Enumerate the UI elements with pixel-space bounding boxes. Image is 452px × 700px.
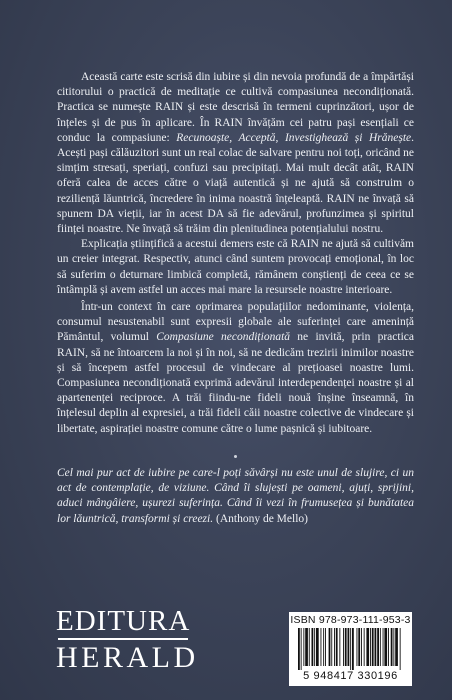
quote-block bbox=[57, 466, 414, 527]
barcode-digits: 5 948417 330196 bbox=[303, 670, 398, 682]
quote-text: Cel mai pur act de iubire pe care-l poți săvârși nu este unul de slujire, ci un act de contemplație, de viziune. Când îi slujești pe oameni, ajuți, sprijini, aduci mângâiere, ușurezi suferința. Când îi vezi în frumusețea și bunătatea lor lăuntrică, transformi și creezi. bbox=[57, 467, 414, 525]
barcode-bars bbox=[298, 628, 403, 670]
barcode-bar bbox=[370, 628, 371, 666]
separator-dot bbox=[234, 455, 237, 458]
blurb-paragraph-3 bbox=[57, 300, 414, 437]
blurb-text bbox=[57, 70, 414, 437]
barcode-bar bbox=[375, 628, 377, 666]
barcode-bar bbox=[377, 628, 379, 666]
barcode-label bbox=[289, 612, 412, 686]
barcode-bar bbox=[312, 628, 314, 666]
barcode-bar bbox=[388, 628, 389, 666]
barcode-bar bbox=[372, 628, 374, 666]
book-title-mention: Compasiune necondiționată bbox=[156, 331, 291, 344]
barcode-bar bbox=[357, 628, 358, 666]
blurb-p3-part-a: Într-un context în care oprimarea populațiilor nedominante, violența, consumul nesustenabil sunt expresii globale ale suferinței care amenință Pământul, volumul bbox=[57, 301, 414, 344]
barcode-bar bbox=[298, 628, 300, 670]
barcode-bar bbox=[384, 628, 387, 666]
quote-paragraph bbox=[57, 466, 414, 527]
barcode-bar bbox=[329, 628, 331, 666]
barcode-bar bbox=[350, 628, 351, 670]
publisher-logo-line-1: EDITURA bbox=[56, 605, 191, 637]
blurb-p1-part-b: . Acești pași călăuzitori sunt un real colac de salvare pentru noi toți, oricând ne simțim stresați, speriați, confuzi sau precipitați. Mai mult decât atât, RAIN oferă calea de acces către o viață autentică și ne ajută să construim o reziliență lăuntrică, încredere în inima noastră înțeleaptă. RAIN ne învață să spunem DA vieții, iar în acest DA să fie adevărul, profunzimea și spiritul ființei noastre. Ne învață să trăim din plenitudinea potențialului nostru. bbox=[57, 131, 415, 236]
barcode-bar bbox=[400, 628, 401, 670]
barcode-bar bbox=[323, 628, 324, 666]
blurb-paragraph-1 bbox=[57, 70, 414, 237]
barcode-bar bbox=[331, 628, 332, 666]
publisher-logo-line-2: HERALD bbox=[56, 640, 199, 674]
barcode-bar bbox=[366, 628, 369, 666]
barcode-bar bbox=[364, 628, 365, 666]
quote-author: (Anthony de Mello) bbox=[215, 512, 308, 525]
barcode-bar bbox=[395, 628, 398, 666]
barcode-bar bbox=[305, 628, 308, 666]
rain-steps: Recunoaște, Acceptă, Investighează și Hrănește bbox=[176, 131, 412, 144]
barcode-bar bbox=[352, 628, 354, 670]
barcode-bar bbox=[345, 628, 347, 666]
blurb-paragraph-2: Explicația științifică a acestui demers este că RAIN ne ajută să cultivăm un creier integrat. Respectiv, atunci când suntem provocați emoțional, în loc să suferim o deturnare limbică completă, rămânem conștienți de ceea ce se întâmplă și avem astfel un acces mai mare la resursele noastre interioare. bbox=[57, 238, 414, 296]
barcode-bar bbox=[336, 628, 338, 666]
barcode-bar bbox=[301, 628, 302, 670]
barcode-bar bbox=[303, 628, 304, 666]
barcode-bar bbox=[325, 628, 326, 666]
barcode-bar bbox=[383, 628, 384, 666]
barcode-bar bbox=[391, 628, 393, 666]
isbn-text: ISBN 978-973-111-953-3 bbox=[290, 614, 411, 626]
publisher-logo bbox=[56, 605, 199, 674]
barcode-bar bbox=[393, 628, 394, 666]
barcode-bar bbox=[334, 628, 335, 666]
barcode-bar bbox=[358, 628, 360, 666]
barcode-bar bbox=[339, 628, 340, 666]
barcode-bar bbox=[361, 628, 362, 666]
barcode-bar bbox=[321, 628, 322, 666]
publisher-logo-rule bbox=[58, 638, 188, 640]
barcode-bar bbox=[314, 628, 315, 666]
blurb-p3-part-b: ne invită, prin practica RAIN, să ne întoarcem la noi și în noi, să ne dedicăm trezirii inimilor noastre și să începem astfel procesul de vindecare al prețioasei noastre lumi. Compasiunea necondiționată exprimă adevărul interdependenței noastre și al apartenenței reciproce. A trăi fiindu-ne fideli nouă înșine înseamnă, în înțelesul deplin al expresiei, a trăi fideli căii noastre colective de vindecare și libertate, aspirației noastre comune către o lume pașnică și iubitoare. bbox=[57, 331, 414, 435]
barcode-bar bbox=[343, 628, 344, 666]
barcode-bar bbox=[380, 628, 381, 666]
barcode-bar bbox=[309, 628, 310, 666]
barcode-bar bbox=[348, 628, 350, 666]
barcode-bar bbox=[316, 628, 319, 666]
blurb-p1-part-a: Această carte este scrisă din iubire și din nevoia profundă de a împărtăși cititorului o practică de meditație ce cultivă compasiunea necondiționată. Practica se numește RAIN și este descrisă în termeni cuprinzători, ușor de înțeles și de pus în aplicare. În RAIN învățăm cei patru pași esențiali ce conduc la compasiune: bbox=[57, 71, 414, 144]
